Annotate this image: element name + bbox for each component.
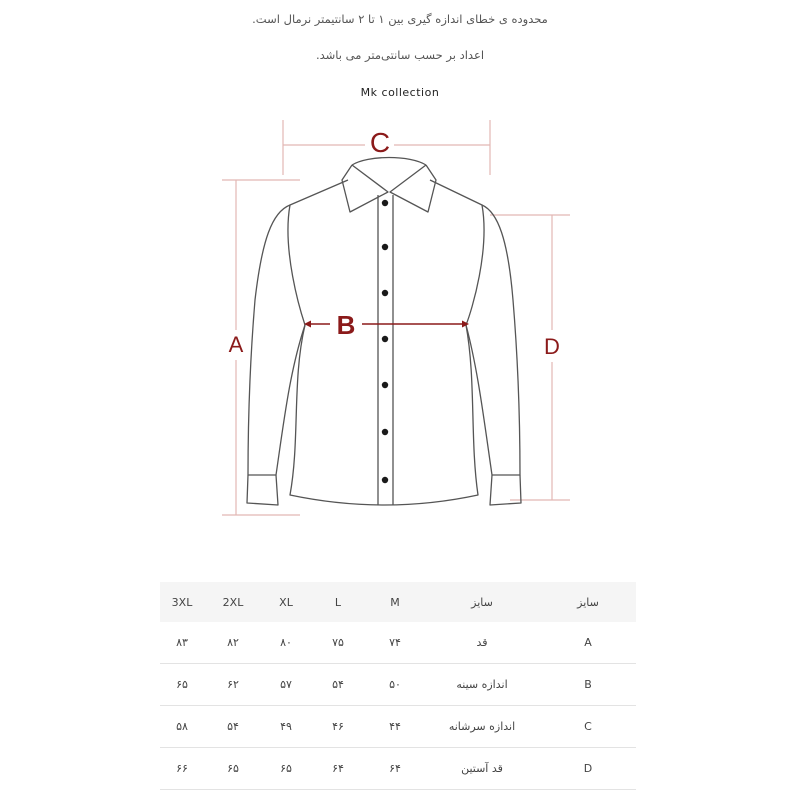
- cell-xl: ۸۰: [262, 622, 310, 664]
- header-l: L: [310, 582, 366, 622]
- label-b: B: [336, 310, 356, 340]
- buttons: [382, 200, 388, 483]
- cell-m: ۷۴: [366, 622, 424, 664]
- table-row: [160, 748, 636, 790]
- label-d: D: [544, 334, 560, 359]
- table-row: [160, 622, 636, 664]
- collar-left: [342, 165, 388, 212]
- units-note: اعداد بر حسب سانتی‌متر می باشد.: [315, 48, 485, 62]
- header-size-key: سایز: [540, 582, 636, 622]
- cell-l: ۷۵: [310, 622, 366, 664]
- header-m: M: [366, 582, 424, 622]
- cell-2xl: ۶۵: [204, 748, 262, 790]
- b-arrow: [304, 321, 469, 328]
- size-table: [160, 582, 636, 790]
- cell-measure-name: اندازه سینه: [424, 664, 540, 706]
- cell-xl: ۶۵: [262, 748, 310, 790]
- table-header-row: [160, 582, 636, 622]
- shirt-body: [288, 180, 484, 505]
- button-dot: [382, 429, 388, 435]
- cell-2xl: ۵۴: [204, 706, 262, 748]
- table-row: [160, 664, 636, 706]
- cell-l: ۴۶: [310, 706, 366, 748]
- collar-right: [390, 165, 436, 212]
- cell-measure-name: اندازه سرشانه: [424, 706, 540, 748]
- header-3xl: 3XL: [160, 582, 204, 622]
- label-c: C: [369, 127, 391, 158]
- left-sleeve: [248, 205, 305, 475]
- cell-measure-key: A: [540, 622, 636, 664]
- cell-l: ۶۴: [310, 748, 366, 790]
- cell-xl: ۵۷: [262, 664, 310, 706]
- cell-measure-key: B: [540, 664, 636, 706]
- cell-m: ۶۴: [366, 748, 424, 790]
- cell-measure-name: قد: [424, 622, 540, 664]
- cell-3xl: ۵۸: [160, 706, 204, 748]
- cell-l: ۵۴: [310, 664, 366, 706]
- cell-xl: ۴۹: [262, 706, 310, 748]
- dimension-lines: [222, 120, 570, 515]
- button-dot: [382, 290, 388, 296]
- shirt-size-diagram: [0, 100, 800, 530]
- cell-3xl: ۶۵: [160, 664, 204, 706]
- cell-2xl: ۶۲: [204, 664, 262, 706]
- cell-m: ۴۴: [366, 706, 424, 748]
- button-dot: [382, 336, 388, 342]
- left-cuff: [247, 475, 278, 505]
- header-size-name: سایز: [424, 582, 540, 622]
- brand-name: Mk collection: [360, 86, 440, 99]
- button-dot: [382, 382, 388, 388]
- button-dot: [382, 244, 388, 250]
- cell-2xl: ۸۲: [204, 622, 262, 664]
- table-row: [160, 706, 636, 748]
- cell-m: ۵۰: [366, 664, 424, 706]
- header-xl: XL: [262, 582, 310, 622]
- button-dot: [382, 477, 388, 483]
- button-dot: [382, 200, 388, 206]
- shirt-outline: [247, 158, 521, 506]
- measurement-error-note: محدوده ی خطای اندازه گیری بین ۱ تا ۲ سانتیمتر نرمال است.: [252, 12, 548, 26]
- cell-3xl: ۶۶: [160, 748, 204, 790]
- collar-band: [352, 158, 426, 166]
- cell-3xl: ۸۳: [160, 622, 204, 664]
- label-a: A: [228, 332, 244, 357]
- cell-measure-key: C: [540, 706, 636, 748]
- cell-measure-name: قد آستین: [424, 748, 540, 790]
- cell-measure-key: D: [540, 748, 636, 790]
- header-2xl: 2XL: [204, 582, 262, 622]
